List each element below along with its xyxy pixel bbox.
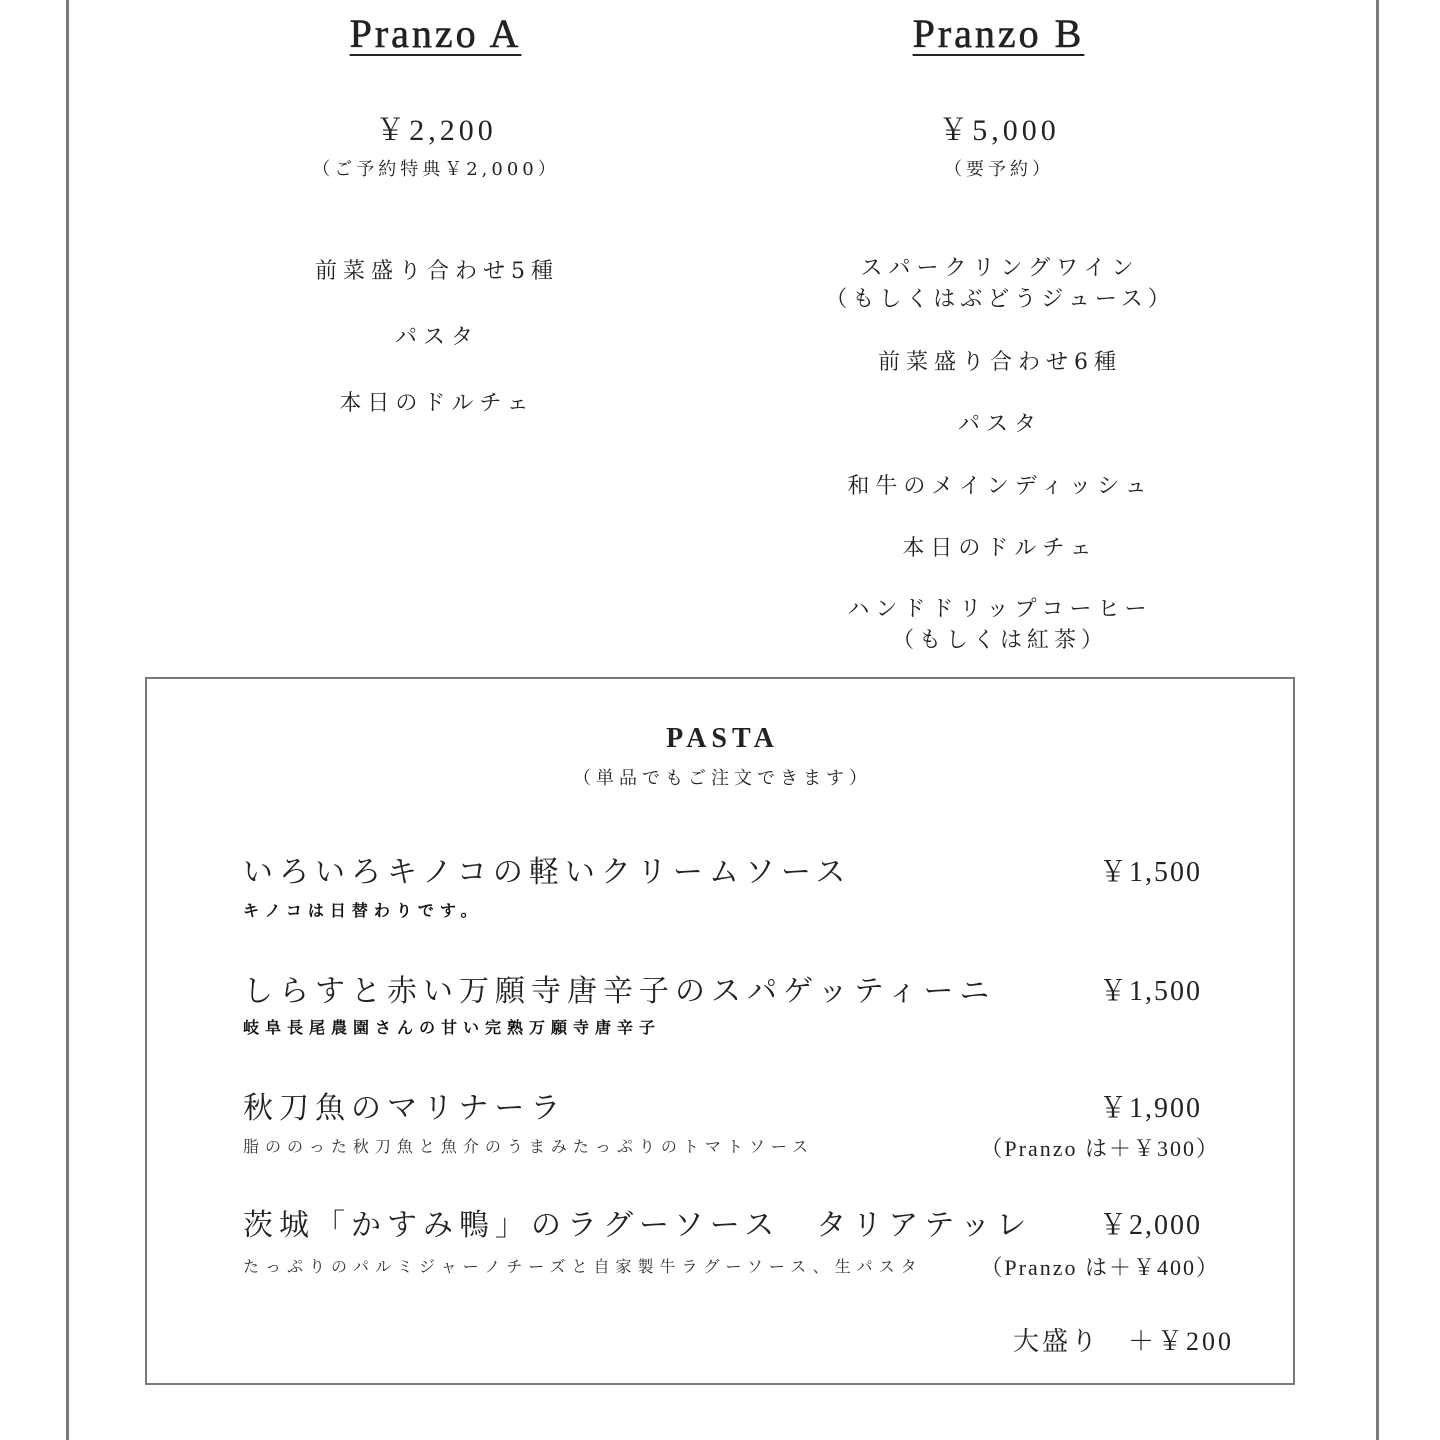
pranzo-a-course: パスタ xyxy=(394,325,479,350)
pasta-description: たっぷりのパルミジャーノチーズと自家製牛ラグーソース、生パスタ xyxy=(243,1257,923,1276)
pasta-name: しらすと赤い万願寺唐辛子のスパゲッティーニ xyxy=(243,974,996,1009)
large-portion-price: ＋￥200 xyxy=(1127,1327,1234,1356)
pranzo-b-price-note: （要予約） xyxy=(944,159,1054,180)
pranzo-b-column xyxy=(717,0,1277,670)
pranzo-a-course: 本日のドルチェ xyxy=(339,391,535,416)
pasta-item xyxy=(147,974,1293,1050)
pranzo-b-price: ￥5,000 xyxy=(938,114,1060,147)
course-note: （もしくはぶどうジュース） xyxy=(825,287,1175,312)
left-border-line xyxy=(66,0,69,1440)
pranzo-surcharge-note: （Pranzo は＋￥400） xyxy=(980,1255,1220,1280)
pasta-item xyxy=(147,855,1293,931)
pranzo-b-course: 和牛のメインディッシュ xyxy=(847,474,1153,499)
pranzo-b-course xyxy=(717,594,1277,656)
pranzo-b-title: Pranzo B xyxy=(912,11,1085,56)
course-name: ハンドドリップコーヒー xyxy=(847,597,1153,622)
pasta-item xyxy=(147,1091,1293,1167)
pasta-price: ￥2,000 xyxy=(1098,1210,1202,1241)
course-name: スパークリングワイン xyxy=(860,256,1140,281)
pranzo-a-column xyxy=(154,0,714,670)
pasta-name: いろいろキノコの軽いクリームソース xyxy=(243,855,852,890)
pasta-price: ￥1,500 xyxy=(1098,976,1202,1007)
pasta-item xyxy=(147,1208,1293,1284)
course-note: （もしくは紅茶） xyxy=(891,628,1108,653)
pranzo-a-course: 前菜盛り合わせ5種 xyxy=(315,259,559,284)
pranzo-a-price: ￥2,200 xyxy=(375,114,497,147)
pranzo-b-course: 本日のドルチェ xyxy=(902,536,1098,561)
pranzo-b-course xyxy=(717,253,1277,315)
pasta-name: 茨城「かすみ鴨」のラグーソース タリアテッレ xyxy=(243,1208,1033,1243)
pasta-description: 脂ののった秋刀魚と魚介のうまみたっぷりのトマトソース xyxy=(243,1137,815,1156)
pasta-description: キノコは日替わりです。 xyxy=(243,901,483,920)
pasta-subtitle: （単品でもご注文できます） xyxy=(573,768,872,789)
pranzo-surcharge-note: （Pranzo は＋￥300） xyxy=(980,1136,1220,1161)
pasta-price: ￥1,900 xyxy=(1098,1093,1202,1124)
pasta-title: PASTA xyxy=(666,723,779,754)
large-portion-label: 大盛り xyxy=(1012,1327,1100,1356)
large-portion-option xyxy=(1013,1325,1234,1359)
pranzo-b-course: パスタ xyxy=(957,412,1042,437)
pranzo-a-title: Pranzo A xyxy=(349,11,522,56)
right-border-line xyxy=(1376,0,1379,1440)
pranzo-b-course: 前菜盛り合わせ6種 xyxy=(878,350,1122,375)
pasta-description: 岐阜長尾農園さんの甘い完熟万願寺唐辛子 xyxy=(243,1018,662,1037)
pasta-price: ￥1,500 xyxy=(1098,857,1202,888)
pasta-section xyxy=(145,677,1295,1385)
pranzo-a-price-note: （ご予約特典￥2,000） xyxy=(312,159,560,180)
pasta-name: 秋刀魚のマリナーラ xyxy=(243,1091,567,1126)
